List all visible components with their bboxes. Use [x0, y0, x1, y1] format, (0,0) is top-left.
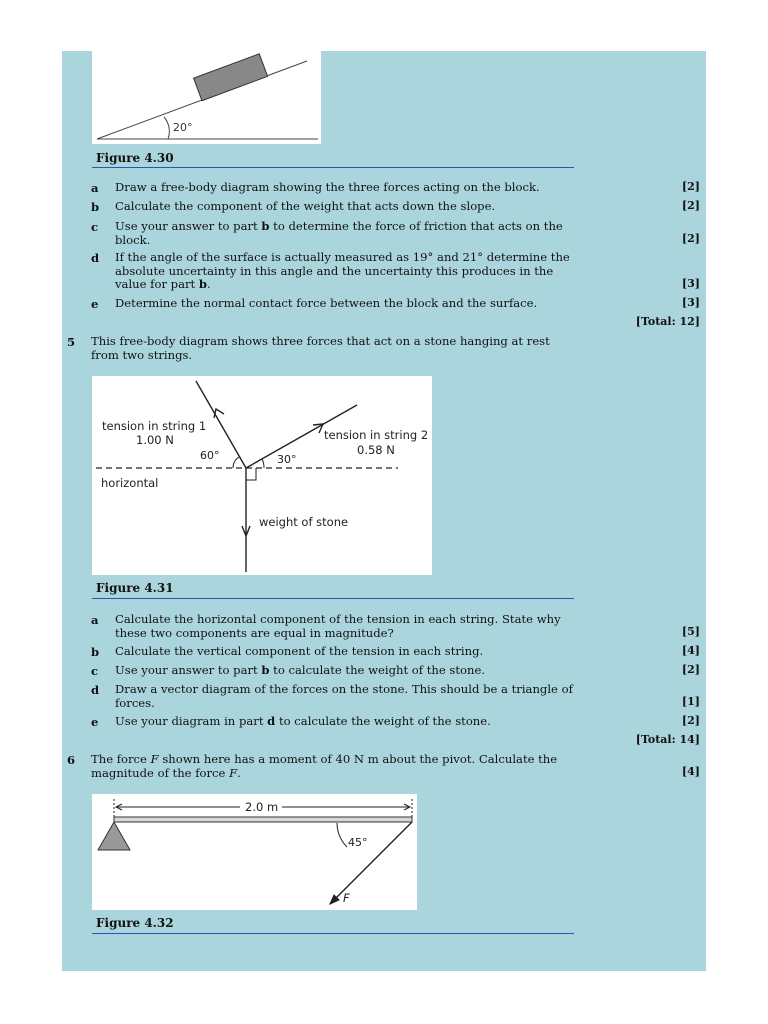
part-text: Draw a vector diagram of the forces on the stone. This should be a triangle of forces.	[115, 682, 573, 710]
angle-30-label: 30°	[277, 453, 297, 466]
part-text: Use your answer to part b to determine the force of friction that acts on the block.	[115, 219, 563, 247]
part-text: Draw a free-body diagram showing the three forces acting on the block.	[115, 180, 540, 194]
figure-4-31-image	[92, 376, 432, 575]
total-marks: [Total: 14]	[635, 733, 700, 746]
length-label: 2.0 m	[245, 800, 279, 814]
marks: [3]	[681, 296, 700, 309]
marks: [3]	[681, 277, 700, 290]
question-text: This free-body diagram shows three forces that act on a stone hanging at rest from two strings.	[91, 334, 550, 362]
figure-caption: Figure 4.30	[96, 151, 174, 165]
tension2-label: tension in string 2	[324, 428, 429, 442]
total-marks: [Total: 12]	[635, 315, 700, 328]
tension1-value: 1.00 N	[136, 433, 174, 447]
part-text: Determine the normal contact force between the block and the surface.	[115, 296, 538, 310]
part-text: Calculate the horizontal component of the tension in each string. State why these two components are equal in magnitude?	[115, 612, 561, 640]
tension2-value: 0.58 N	[357, 443, 395, 457]
weight-label: weight of stone	[259, 515, 349, 529]
figure-4-32-image	[92, 794, 417, 910]
angle-60-label: 60°	[200, 449, 220, 462]
marks: [2]	[681, 199, 700, 212]
question-text: The force F shown here has a moment of 40 N m about the pivot. Calculate the magnitude of the force F.	[91, 752, 558, 780]
part-letter: e	[91, 297, 99, 311]
part-letter: c	[91, 664, 99, 678]
marks: [4]	[681, 644, 700, 657]
angle-45-label: 45°	[348, 836, 368, 849]
marks: [2]	[681, 232, 700, 245]
angle-label-20: 20°	[173, 121, 193, 134]
lever-diagram	[92, 794, 417, 910]
marks: [2]	[681, 663, 700, 676]
part-text: Use your diagram in part d to calculate the weight of the stone.	[115, 714, 491, 728]
horizontal-label: horizontal	[101, 476, 159, 490]
part-text: If the angle of the surface is actually measured as 19° and 21° determine the absolute uncertainty in this angle and the uncertainty this produces in the value for part b.	[115, 250, 570, 291]
figure-4-30-image	[92, 51, 321, 144]
divider	[92, 598, 574, 599]
question-number: 5	[67, 335, 76, 349]
force-label: F	[343, 891, 350, 905]
marks: [1]	[681, 695, 700, 708]
divider	[92, 933, 574, 934]
part-text: Calculate the component of the weight that acts down the slope.	[115, 199, 496, 213]
part-letter: a	[91, 181, 99, 195]
inclined-plane-diagram	[92, 51, 321, 144]
part-letter: b	[91, 645, 100, 659]
part-letter: a	[91, 613, 99, 627]
marks: [2]	[681, 180, 700, 193]
part-letter: d	[91, 251, 100, 265]
block	[194, 54, 268, 101]
figure-caption: Figure 4.32	[96, 916, 174, 930]
question-number: 6	[67, 753, 76, 767]
part-text: Use your answer to part b to calculate the weight of the stone.	[115, 663, 486, 677]
part-letter: b	[91, 200, 100, 214]
marks: [5]	[681, 625, 700, 638]
divider	[92, 167, 574, 168]
part-letter: e	[91, 715, 99, 729]
figure-caption: Figure 4.31	[96, 581, 174, 595]
part-letter: d	[91, 683, 100, 697]
marks: [4]	[681, 765, 700, 778]
marks: [2]	[681, 714, 700, 727]
part-text: Calculate the vertical component of the tension in each string.	[115, 644, 484, 658]
pivot	[98, 822, 130, 850]
beam	[114, 817, 412, 822]
tension1-label: tension in string 1	[102, 419, 207, 433]
part-letter: c	[91, 220, 99, 234]
free-body-diagram	[92, 376, 432, 575]
